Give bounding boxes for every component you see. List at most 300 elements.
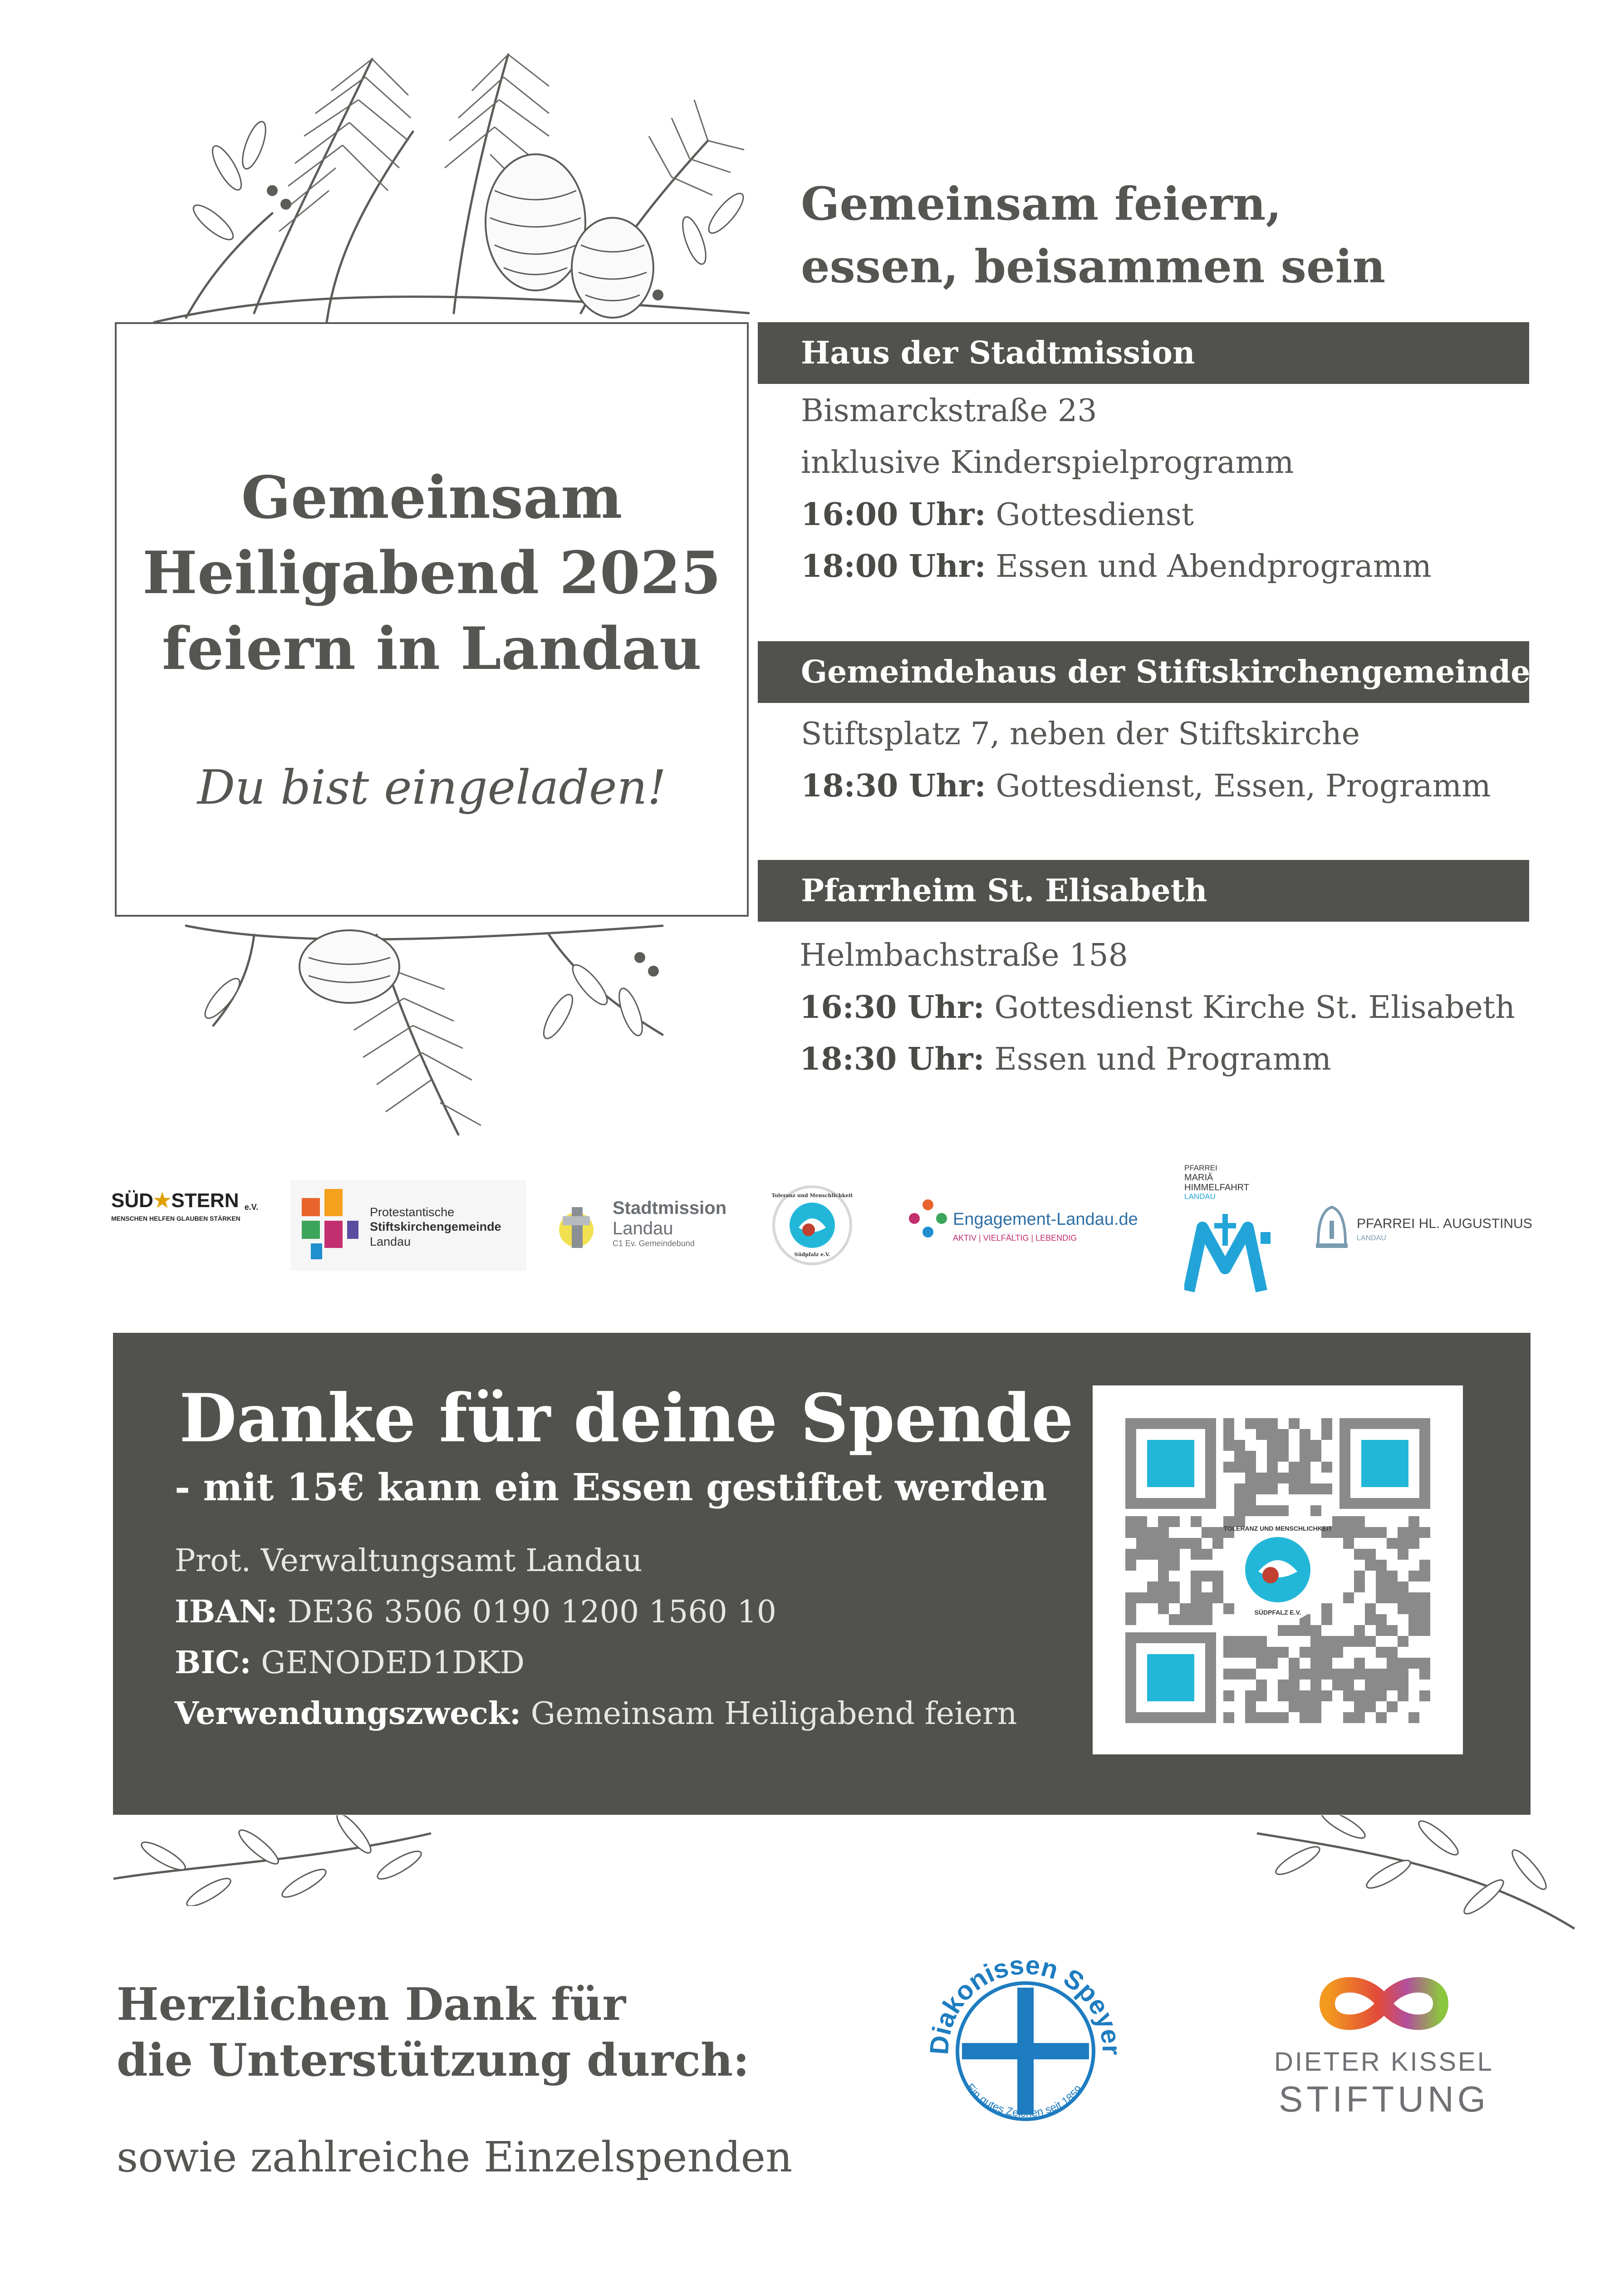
qr-module (1300, 1690, 1310, 1701)
headline-line: Gemeinsam feiern, (801, 177, 1282, 231)
qr-module (1256, 1658, 1267, 1669)
qr-module (1387, 1571, 1398, 1581)
qr-module (1256, 1636, 1267, 1647)
qr-module (1354, 1636, 1365, 1647)
qr-module (1223, 1647, 1234, 1658)
logo-text: LANDAU (1357, 1234, 1386, 1242)
pfarrei-augustinus-logo (1311, 1203, 1547, 1262)
page-headline (801, 172, 1385, 298)
qr-module (1158, 1592, 1169, 1603)
toleranz-menschlichkeit-logo (771, 1184, 853, 1266)
qr-module (1191, 1581, 1202, 1592)
qr-module (1332, 1647, 1343, 1658)
engagement-landau-logo (908, 1198, 1143, 1252)
qr-module (1278, 1712, 1289, 1723)
qr-module (1332, 1636, 1343, 1647)
qr-module (1289, 1680, 1300, 1690)
qr-module (1125, 1560, 1136, 1571)
bank-iban (175, 1594, 776, 1630)
qr-module (1191, 1549, 1202, 1560)
qr-module (1234, 1647, 1245, 1658)
qr-module (1310, 1690, 1321, 1701)
event-title-line: Heiligabend 2025 (142, 539, 721, 608)
logo-text: HIMMELFAHRT (1184, 1182, 1249, 1193)
qr-module (1256, 1429, 1267, 1440)
qr-module (1354, 1712, 1365, 1723)
qr-module (1256, 1680, 1267, 1690)
qr-module (1365, 1549, 1376, 1560)
qr-module (1343, 1690, 1354, 1701)
qr-module (1191, 1603, 1202, 1614)
logo-text: LANDAU (1184, 1192, 1216, 1201)
qr-module (1398, 1549, 1408, 1560)
qr-module (1245, 1494, 1256, 1505)
qr-module (1158, 1549, 1169, 1560)
qr-module (1267, 1505, 1278, 1516)
qr-module (1191, 1516, 1202, 1527)
qr-module (1321, 1669, 1332, 1680)
qr-module (1223, 1440, 1234, 1451)
logo-text: PFARREI HL. AUGUSTINUS (1357, 1216, 1532, 1231)
qr-module (1267, 1483, 1278, 1494)
qr-module (1256, 1483, 1267, 1494)
qr-module (1169, 1549, 1180, 1560)
qr-finder-pattern (1125, 1632, 1216, 1723)
qr-badge-top: TOLERANZ UND MENSCHLICHKEIT (1223, 1525, 1332, 1532)
qr-module (1267, 1418, 1278, 1429)
qr-module (1321, 1462, 1332, 1473)
schedule-item (801, 548, 1432, 584)
qr-module (1321, 1418, 1332, 1429)
qr-module (1321, 1647, 1332, 1658)
schedule-text: Gottesdienst Kirche St. Elisabeth (994, 990, 1515, 1026)
schedule-time: 18:30 Uhr: (801, 768, 986, 804)
qr-module (1158, 1516, 1169, 1527)
qr-code-icon (1093, 1385, 1463, 1754)
qr-module (1223, 1603, 1234, 1614)
qr-module (1147, 1592, 1158, 1603)
qr-module (1267, 1440, 1278, 1451)
qr-module (1245, 1473, 1256, 1483)
qr-module (1278, 1505, 1289, 1516)
purpose-label: Verwendungszweck: (175, 1695, 521, 1732)
qr-module (1321, 1603, 1332, 1614)
qr-module (1234, 1462, 1245, 1473)
qr-module (1158, 1538, 1169, 1549)
event-title (117, 460, 747, 687)
qr-module (1408, 1658, 1419, 1669)
qr-module (1398, 1581, 1408, 1592)
qr-module (1398, 1603, 1408, 1614)
qr-module (1300, 1462, 1310, 1473)
qr-module (1376, 1581, 1387, 1592)
qr-module (1365, 1614, 1376, 1625)
qr-module (1234, 1669, 1245, 1680)
qr-module (1278, 1473, 1289, 1483)
qr-module (1343, 1516, 1354, 1527)
qr-module (1300, 1440, 1310, 1451)
iban-label: IBAN: (175, 1594, 278, 1630)
qr-module (1202, 1549, 1212, 1560)
qr-module (1191, 1538, 1202, 1549)
sponsor-name: Diakonissen Speyer (924, 1950, 1127, 2056)
qr-module (1212, 1538, 1223, 1549)
location-header: Haus der Stadtmission (758, 322, 1529, 384)
dieter-kissel-stiftung-logo (1239, 1969, 1529, 2119)
qr-module (1398, 1690, 1408, 1701)
qr-module (1300, 1483, 1310, 1494)
headline-line: essen, beisammen sein (801, 240, 1386, 293)
qr-module (1212, 1592, 1223, 1603)
qr-module (1158, 1560, 1169, 1571)
qr-module (1289, 1690, 1300, 1701)
qr-module (1343, 1680, 1354, 1690)
thanks-heading (117, 1977, 749, 2089)
qr-module (1365, 1560, 1376, 1571)
qr-module (1147, 1527, 1158, 1538)
qr-module (1125, 1527, 1136, 1538)
qr-module (1387, 1669, 1398, 1680)
qr-module (1376, 1647, 1387, 1658)
qr-module (1289, 1625, 1300, 1636)
donation-title: Danke für deine Spende (179, 1380, 1074, 1457)
qr-module (1136, 1538, 1147, 1549)
sponsor-tagline: Ein gutes Zeichen seit 1859. (964, 2081, 1087, 2120)
schedule-text: Essen und Abendprogramm (996, 549, 1432, 584)
qr-module (1278, 1647, 1289, 1658)
logo-text: Stadtmission (613, 1198, 727, 1218)
suedstern-logo (111, 1189, 259, 1252)
qr-module (1125, 1549, 1136, 1560)
logo-text: STERN (171, 1189, 239, 1212)
qr-module (1343, 1636, 1354, 1647)
qr-module (1398, 1636, 1408, 1647)
qr-module (1332, 1680, 1343, 1690)
qr-module (1245, 1647, 1256, 1658)
qr-module (1289, 1462, 1300, 1473)
star-icon: ★ (153, 1189, 172, 1212)
qr-module (1267, 1429, 1278, 1440)
location-address: Helmbachstraße 158 (800, 938, 1128, 973)
qr-module (1354, 1690, 1365, 1701)
thanks-line: die Unterstützung durch: (117, 2034, 750, 2087)
leaf-branch-right-illustration (1252, 1815, 1579, 1933)
qr-module (1376, 1669, 1387, 1680)
bic-label: BIC: (175, 1645, 251, 1681)
qr-module (1408, 1625, 1419, 1636)
logo-tagline: AKTIV | VIELFÄLTIG | LEBENDIG (953, 1233, 1077, 1243)
qr-module (1267, 1712, 1278, 1723)
qr-module (1310, 1701, 1321, 1712)
qr-module (1147, 1549, 1158, 1560)
event-title-line: feiern in Landau (162, 614, 702, 683)
qr-module (1300, 1669, 1310, 1680)
people-circle-icon (908, 1198, 948, 1239)
qr-module (1310, 1669, 1321, 1680)
qr-module (1354, 1625, 1365, 1636)
event-title-line: Gemeinsam (241, 464, 623, 532)
qr-module (1408, 1712, 1419, 1723)
qr-module (1419, 1571, 1430, 1581)
qr-module (1408, 1527, 1419, 1538)
church-cross-icon (297, 1189, 361, 1262)
qr-module (1354, 1669, 1365, 1680)
qr-module (1289, 1701, 1300, 1712)
qr-module (1278, 1429, 1289, 1440)
qr-module (1289, 1669, 1300, 1680)
qr-module (1419, 1560, 1430, 1571)
qr-module (1365, 1680, 1376, 1690)
qr-badge-bottom: SÜDPFALZ E.V. (1254, 1609, 1301, 1616)
schedule-time: 18:00 Uhr: (801, 548, 986, 584)
schedule-item (800, 1041, 1331, 1077)
qr-module (1289, 1658, 1300, 1669)
qr-module (1408, 1603, 1419, 1614)
qr-module (1245, 1451, 1256, 1462)
qr-module (1398, 1680, 1408, 1690)
qr-module (1180, 1538, 1191, 1549)
schedule-item (801, 496, 1194, 533)
qr-module (1169, 1560, 1180, 1571)
qr-module (1398, 1527, 1408, 1538)
schedule-time: 18:30 Uhr: (800, 1041, 985, 1077)
qr-module (1300, 1473, 1310, 1483)
qr-module (1321, 1690, 1332, 1701)
qr-module (1398, 1658, 1408, 1669)
pine-branch-bottom-illustration (141, 917, 685, 1144)
qr-module (1136, 1516, 1147, 1527)
qr-module (1223, 1429, 1234, 1440)
qr-module (1354, 1549, 1365, 1560)
qr-module (1398, 1592, 1408, 1603)
logo-text: SÜD (111, 1189, 153, 1212)
qr-module (1376, 1690, 1387, 1701)
qr-module (1212, 1571, 1223, 1581)
qr-module (1408, 1614, 1419, 1625)
qr-module (1169, 1538, 1180, 1549)
qr-module (1343, 1712, 1354, 1723)
qr-module (1408, 1571, 1419, 1581)
qr-module (1376, 1614, 1387, 1625)
qr-module (1158, 1581, 1169, 1592)
qr-module (1419, 1658, 1430, 1669)
sponsor-name: DIETER KISSEL (1274, 2047, 1494, 2077)
qr-module (1332, 1527, 1343, 1538)
logo-text: e.V. (244, 1203, 259, 1212)
qr-module (1234, 1636, 1245, 1647)
qr-module (1310, 1483, 1321, 1494)
qr-module (1387, 1592, 1398, 1603)
qr-module (1332, 1516, 1343, 1527)
qr-module (1289, 1473, 1300, 1483)
qr-module (1234, 1483, 1245, 1494)
qr-module (1332, 1669, 1343, 1680)
purpose-value: Gemeinsam Heiligabend feiern (530, 1696, 1017, 1732)
qr-module (1300, 1451, 1310, 1462)
qr-module (1321, 1614, 1332, 1625)
qr-module (1125, 1603, 1136, 1614)
qr-module (1365, 1669, 1376, 1680)
qr-module (1256, 1418, 1267, 1429)
qr-module (1234, 1451, 1245, 1462)
donation-qr-code[interactable] (1093, 1385, 1463, 1754)
qr-module (1158, 1603, 1169, 1614)
location-header: Pfarrheim St. Elisabeth (758, 860, 1529, 922)
qr-module (1300, 1429, 1310, 1440)
qr-module (1169, 1592, 1180, 1603)
qr-module (1289, 1418, 1300, 1429)
logo-text: PFARREI (1184, 1164, 1217, 1172)
qr-module (1245, 1636, 1256, 1647)
qr-module (1267, 1473, 1278, 1483)
qr-module (1169, 1581, 1180, 1592)
bank-recipient: Prot. Verwaltungsamt Landau (175, 1543, 643, 1579)
qr-module (1376, 1712, 1387, 1723)
invitation-tagline: Du bist eingeladen! (197, 760, 667, 815)
qr-module (1278, 1690, 1289, 1701)
logo-text: Stiftskirchengemeinde (370, 1220, 501, 1234)
qr-module (1136, 1527, 1147, 1538)
location-address: Stiftsplatz 7, neben der Stiftskirche (801, 716, 1360, 752)
qr-module (1191, 1571, 1202, 1581)
qr-module (1310, 1658, 1321, 1669)
qr-module (1125, 1614, 1136, 1625)
stadtmission-logo (558, 1198, 740, 1262)
qr-module (1147, 1538, 1158, 1549)
schedule-text: Gottesdienst (996, 497, 1194, 533)
individual-donors-note: sowie zahlreiche Einzelspenden (117, 2133, 793, 2181)
logo-text: Protestantische (370, 1205, 455, 1219)
logo-text: Landau (613, 1218, 673, 1238)
stadtmission-mark-icon (558, 1203, 599, 1252)
qr-module (1354, 1516, 1365, 1527)
logo-text: Engagement-Landau.de (953, 1210, 1138, 1229)
qr-module (1354, 1571, 1365, 1581)
qr-module (1365, 1527, 1376, 1538)
qr-module (1365, 1636, 1376, 1647)
qr-module (1289, 1483, 1300, 1494)
qr-module (1365, 1690, 1376, 1701)
location-note: inklusive Kinderspielprogramm (801, 445, 1294, 481)
qr-module (1234, 1440, 1245, 1451)
qr-module (1376, 1527, 1387, 1538)
qr-module (1191, 1614, 1202, 1625)
qr-module (1321, 1636, 1332, 1647)
qr-module (1245, 1483, 1256, 1494)
qr-module (1169, 1614, 1180, 1625)
qr-module (1354, 1581, 1365, 1592)
qr-module (1343, 1538, 1354, 1549)
qr-module (1278, 1680, 1289, 1690)
qr-module (1245, 1418, 1256, 1429)
qr-module (1310, 1625, 1321, 1636)
qr-module (1419, 1669, 1430, 1680)
logo-text: C1 Ev. Gemeindebund (613, 1239, 695, 1248)
qr-module (1158, 1571, 1169, 1581)
qr-finder-pattern (1125, 1418, 1216, 1509)
logo-text: Südpfalz e.V. (794, 1252, 830, 1257)
qr-module (1300, 1647, 1310, 1658)
qr-module (1245, 1701, 1256, 1712)
qr-module (1398, 1669, 1408, 1680)
qr-module (1310, 1636, 1321, 1647)
qr-module (1419, 1625, 1430, 1636)
pine-branch-top-illustration (136, 41, 771, 331)
qr-module (1223, 1418, 1234, 1429)
qr-module (1278, 1451, 1289, 1462)
qr-module (1245, 1712, 1256, 1723)
qr-module (1191, 1592, 1202, 1603)
qr-module (1310, 1451, 1321, 1462)
qr-module (1354, 1527, 1365, 1538)
schedule-item (800, 989, 1515, 1026)
qr-module (1267, 1647, 1278, 1658)
qr-module (1376, 1571, 1387, 1581)
qr-module (1180, 1603, 1191, 1614)
qr-module (1387, 1538, 1398, 1549)
qr-module (1267, 1451, 1278, 1462)
qr-module (1321, 1483, 1332, 1494)
qr-module (1354, 1701, 1365, 1712)
qr-module (1300, 1712, 1310, 1723)
qr-module (1202, 1571, 1212, 1581)
qr-module (1376, 1592, 1387, 1603)
qr-module (1245, 1669, 1256, 1680)
schedule-text: Essen und Programm (994, 1041, 1331, 1077)
qr-module (1408, 1516, 1419, 1527)
qr-module (1223, 1712, 1234, 1723)
qr-module (1278, 1440, 1289, 1451)
qr-module (1212, 1581, 1223, 1592)
event-title-card (115, 322, 749, 917)
qr-module (1321, 1658, 1332, 1669)
qr-module (1256, 1712, 1267, 1723)
qr-module (1202, 1592, 1212, 1603)
qr-module (1387, 1701, 1398, 1712)
leaf-branch-left-illustration (109, 1815, 436, 1906)
qr-finder-pattern (1339, 1418, 1430, 1509)
qr-module (1365, 1603, 1376, 1614)
thanks-line: Herzlichen Dank für (117, 1979, 626, 2031)
location-address: Bismarckstraße 23 (801, 393, 1097, 429)
bank-bic (175, 1645, 525, 1681)
pfarrei-mariae-himmelfahrt-logo (1184, 1164, 1275, 1296)
logo-text: Toleranz und Menschlichkeit (771, 1193, 853, 1198)
qr-module (1223, 1690, 1234, 1701)
qr-module (1387, 1658, 1398, 1669)
schedule-time: 16:30 Uhr: (800, 989, 985, 1026)
qr-module (1136, 1549, 1147, 1560)
qr-module (1278, 1625, 1289, 1636)
qr-module (1136, 1592, 1147, 1603)
qr-module (1419, 1592, 1430, 1603)
qr-module (1125, 1592, 1136, 1603)
qr-module (1223, 1669, 1234, 1680)
qr-module (1408, 1592, 1419, 1603)
qr-module (1343, 1669, 1354, 1680)
sponsor-name: STIFTUNG (1279, 2079, 1489, 2119)
qr-module (1256, 1690, 1267, 1701)
location-header: Gemeindehaus der Stiftskirchengemeinde (758, 641, 1529, 703)
logo-tagline: MENSCHEN HELFEN GLAUBEN STÄRKEN (111, 1215, 240, 1222)
qr-module (1310, 1712, 1321, 1723)
qr-module (1310, 1440, 1321, 1451)
diakonissen-speyer-logo (921, 1938, 1130, 2146)
qr-module (1212, 1527, 1223, 1538)
qr-module (1245, 1462, 1256, 1473)
qr-module (1223, 1462, 1234, 1473)
stiftskirchengemeinde-logo (290, 1180, 526, 1271)
